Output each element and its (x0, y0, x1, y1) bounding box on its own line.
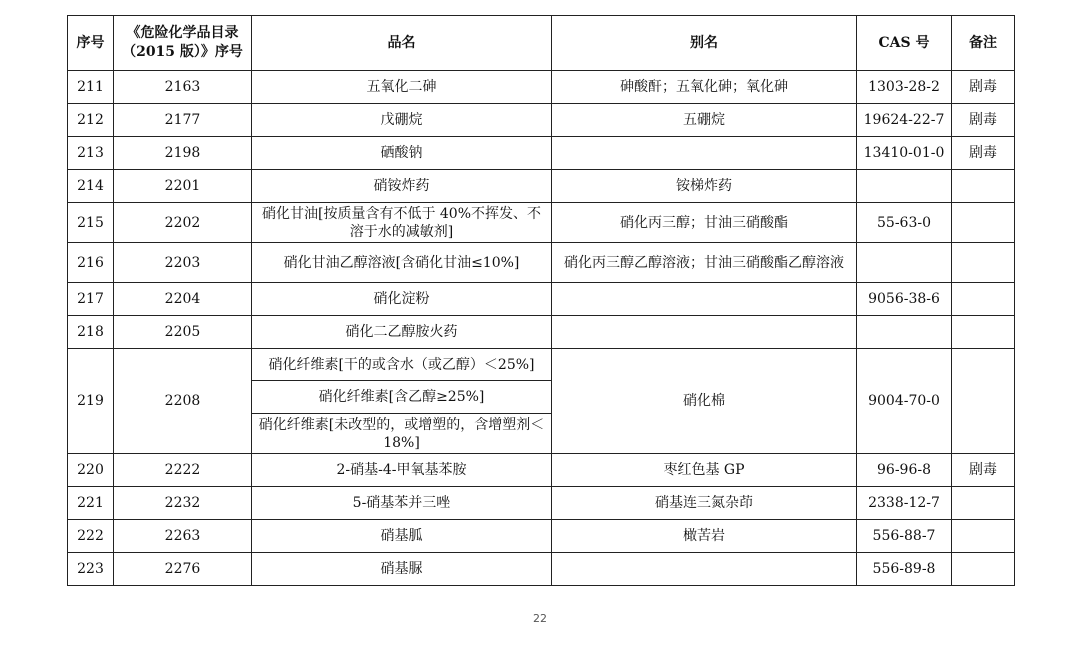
cell-note (952, 487, 1015, 520)
cell-catalog: 2177 (114, 104, 252, 137)
cell-note (952, 170, 1015, 203)
cell-seq: 213 (68, 137, 114, 170)
cell-note: 剧毒 (952, 71, 1015, 104)
page-number: 22 (533, 612, 547, 625)
table-row (68, 553, 1015, 586)
cell-seq: 221 (68, 487, 114, 520)
header-note: 备注 (952, 16, 1015, 71)
cell-note (952, 203, 1015, 243)
cell-name: 硝化甘油[按质量含有不低于 40%不挥发、不溶于水的减敏剂] (252, 203, 552, 243)
cell-alias (552, 553, 857, 586)
table-row (68, 454, 1015, 487)
chemicals-table (67, 15, 1015, 586)
cell-cas (857, 243, 952, 283)
cell-catalog: 2201 (114, 170, 252, 203)
header-name: 品名 (252, 16, 552, 71)
cell-alias: 五硼烷 (552, 104, 857, 137)
cell-seq: 211 (68, 71, 114, 104)
cell-alias (552, 283, 857, 316)
cell-cas (857, 170, 952, 203)
cell-seq: 215 (68, 203, 114, 243)
cell-note (952, 243, 1015, 283)
cell-cas: 2338-12-7 (857, 487, 952, 520)
cell-cas: 556-89-8 (857, 553, 952, 586)
cell-name: 硝化纤维素[未改型的，或增塑的，含增塑剂＜18%] (252, 414, 552, 454)
cell-name: 5-硝基苯并三唑 (252, 487, 552, 520)
cell-note: 剧毒 (952, 104, 1015, 137)
cell-seq: 220 (68, 454, 114, 487)
cell-name: 硒酸钠 (252, 137, 552, 170)
header-catalog-seq: 《危险化学品目录（2015 版）》序号 (114, 16, 252, 71)
cell-note (952, 553, 1015, 586)
header-seq: 序号 (68, 16, 114, 71)
table-row (68, 203, 1015, 243)
cell-seq: 222 (68, 520, 114, 553)
cell-cas (857, 316, 952, 349)
cell-cas: 556-88-7 (857, 520, 952, 553)
cell-name: 硝化淀粉 (252, 283, 552, 316)
cell-note: 剧毒 (952, 454, 1015, 487)
cell-name: 硝化纤维素[干的或含水（或乙醇）＜25%] (252, 349, 552, 381)
cell-cas: 13410-01-0 (857, 137, 952, 170)
cell-alias: 砷酸酐；五氧化砷；氧化砷 (552, 71, 857, 104)
cell-note (952, 520, 1015, 553)
cell-catalog: 2203 (114, 243, 252, 283)
cell-seq: 212 (68, 104, 114, 137)
table-row (68, 243, 1015, 283)
header-cas: CAS 号 (857, 16, 952, 71)
cell-alias: 硝化丙三醇；甘油三硝酸酯 (552, 203, 857, 243)
header-alias: 别名 (552, 16, 857, 71)
cell-catalog: 2263 (114, 520, 252, 553)
cell-seq: 214 (68, 170, 114, 203)
cell-name: 硝基脲 (252, 553, 552, 586)
cell-name: 2-硝基-4-甲氧基苯胺 (252, 454, 552, 487)
table-row (68, 487, 1015, 520)
cell-catalog: 2198 (114, 137, 252, 170)
table-row (68, 137, 1015, 170)
cell-cas: 9056-38-6 (857, 283, 952, 316)
cell-catalog: 2204 (114, 283, 252, 316)
cell-seq: 219 (68, 349, 114, 454)
table-row (68, 170, 1015, 203)
table-row (68, 104, 1015, 137)
cell-cas: 9004-70-0 (857, 349, 952, 454)
cell-note (952, 349, 1015, 454)
cell-seq: 216 (68, 243, 114, 283)
cell-alias (552, 316, 857, 349)
cell-name: 戊硼烷 (252, 104, 552, 137)
cell-name: 五氧化二砷 (252, 71, 552, 104)
cell-alias: 硝化丙三醇乙醇溶液；甘油三硝酸酯乙醇溶液 (552, 243, 857, 283)
cell-catalog: 2205 (114, 316, 252, 349)
cell-catalog: 2202 (114, 203, 252, 243)
cell-alias (552, 137, 857, 170)
table-row (68, 71, 1015, 104)
table-row (68, 283, 1015, 316)
table-row (68, 520, 1015, 553)
cell-name: 硝化纤维素[含乙醇≥25%] (252, 381, 552, 414)
cell-catalog: 2163 (114, 71, 252, 104)
cell-name: 硝化甘油乙醇溶液[含硝化甘油≤10%] (252, 243, 552, 283)
cell-cas: 96-96-8 (857, 454, 952, 487)
cell-alias: 橄苦岩 (552, 520, 857, 553)
cell-catalog: 2232 (114, 487, 252, 520)
cell-alias: 铵梯炸药 (552, 170, 857, 203)
cell-catalog: 2276 (114, 553, 252, 586)
cell-seq: 217 (68, 283, 114, 316)
table-row-group (68, 349, 1015, 381)
table-row (68, 316, 1015, 349)
cell-note: 剧毒 (952, 137, 1015, 170)
cell-catalog: 2222 (114, 454, 252, 487)
cell-name: 硝铵炸药 (252, 170, 552, 203)
cell-alias: 枣红色基 GP (552, 454, 857, 487)
cell-name: 硝化二乙醇胺火药 (252, 316, 552, 349)
cell-note (952, 283, 1015, 316)
cell-catalog: 2208 (114, 349, 252, 454)
cell-cas: 55-63-0 (857, 203, 952, 243)
cell-note (952, 316, 1015, 349)
cell-seq: 223 (68, 553, 114, 586)
cell-cas: 19624-22-7 (857, 104, 952, 137)
cell-seq: 218 (68, 316, 114, 349)
cell-alias: 硝化棉 (552, 349, 857, 454)
cell-alias: 硝基连三氮杂茚 (552, 487, 857, 520)
cell-cas: 1303-28-2 (857, 71, 952, 104)
table-header-row (68, 16, 1015, 71)
cell-name: 硝基胍 (252, 520, 552, 553)
